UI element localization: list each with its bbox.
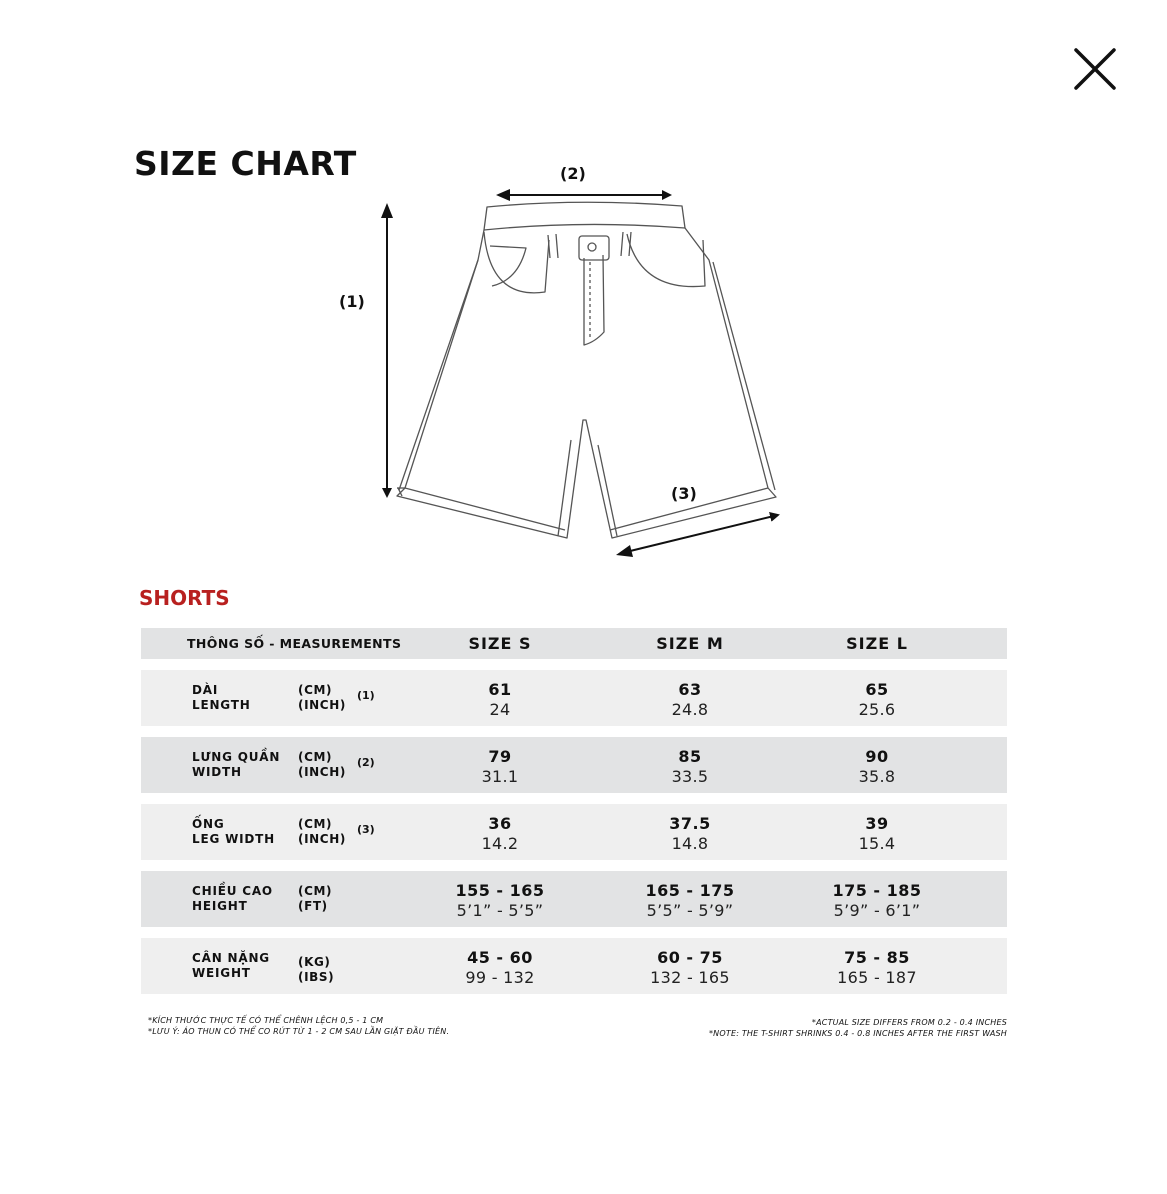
row-label-en: WEIGHT (192, 966, 251, 980)
cell-value: 35.8 (858, 767, 896, 786)
note-vietnamese (148, 1015, 449, 1037)
table-row (141, 670, 1007, 726)
cell-value: 63 (678, 680, 702, 699)
cell-value: 25.6 (858, 700, 896, 719)
row-label-vi: CHIỀU CAO (192, 884, 273, 898)
cell-value: 24.8 (671, 700, 709, 719)
row-ref: (3) (357, 823, 375, 836)
cell-value: 5’1” - 5’5” (456, 901, 544, 920)
cell-value: 5’5” - 5’9” (646, 901, 734, 920)
cell-value: 99 - 132 (465, 968, 535, 987)
table-row (141, 804, 1007, 860)
row-unit: (CM) (298, 750, 333, 764)
table-row (141, 871, 1007, 927)
page-title: SIZE CHART (134, 144, 357, 183)
note-line: *NOTE: THE T-SHIRT SHRINKS 0.4 - 0.8 INCHES AFTER THE FIRST WASH (708, 1029, 1007, 1038)
cell-value: 31.1 (481, 767, 519, 786)
row-label-en: HEIGHT (192, 899, 248, 913)
close-icon (1072, 46, 1118, 92)
cell-value: 65 (865, 680, 889, 699)
close-button[interactable] (1072, 46, 1118, 92)
row-label-vi: CÂN NẶNG (192, 951, 270, 965)
row-unit: (CM) (298, 817, 333, 831)
cell-value: 165 - 175 (645, 881, 735, 900)
cell-value: 37.5 (669, 814, 711, 833)
section-title: SHORTS (139, 586, 230, 610)
row-unit: (FT) (298, 899, 328, 913)
table-row (141, 938, 1007, 994)
row-unit: (INCH) (298, 765, 346, 779)
cell-value: 14.8 (671, 834, 709, 853)
row-label-vi: DÀI (192, 683, 219, 697)
header-size-m: SIZE M (656, 634, 724, 653)
note-line: *ACTUAL SIZE DIFFERS FROM 0.2 - 0.4 INCHES (811, 1018, 1007, 1027)
cell-value: 85 (678, 747, 702, 766)
cell-value: 61 (488, 680, 512, 699)
table-row (141, 737, 1007, 793)
diagram-label-length: (1) (339, 292, 365, 311)
cell-value: 155 - 165 (455, 881, 545, 900)
row-ref: (1) (357, 689, 375, 702)
cell-value: 36 (488, 814, 512, 833)
diagram-label-width: (2) (560, 164, 586, 183)
row-unit: (INCH) (298, 832, 346, 846)
cell-value: 175 - 185 (832, 881, 922, 900)
row-unit: (INCH) (298, 698, 346, 712)
cell-value: 33.5 (671, 767, 709, 786)
row-unit: (KG) (298, 955, 331, 969)
row-label-en: WIDTH (192, 765, 242, 779)
row-ref: (2) (357, 756, 375, 769)
size-table (141, 628, 1007, 994)
note-line: *KÍCH THƯỚC THỰC TẾ CÓ THỂ CHÊNH LỆCH 0,5 - 1 CM (148, 1016, 384, 1025)
cell-value: 14.2 (481, 834, 519, 853)
cell-value: 60 - 75 (657, 948, 723, 967)
row-label-en: LEG WIDTH (192, 832, 275, 846)
cell-value: 5’9” - 6’1” (833, 901, 921, 920)
header-size-l: SIZE L (846, 634, 908, 653)
note-english (709, 1017, 1007, 1039)
cell-value: 132 - 165 (650, 968, 730, 987)
cell-value: 79 (488, 747, 512, 766)
row-label-en: LENGTH (192, 698, 251, 712)
cell-value: 75 - 85 (844, 948, 910, 967)
note-line: *LƯU Ý: ÁO THUN CÓ THỂ CO RÚT TỪ 1 - 2 CM SAU LẦN GIẶT ĐẦU TIÊN. (148, 1027, 450, 1036)
diagram-label-leg-width: (3) (671, 484, 697, 503)
cell-value: 165 - 187 (837, 968, 917, 987)
cell-value: 39 (865, 814, 889, 833)
cell-value: 90 (865, 747, 889, 766)
row-label-vi: ỐNG (192, 817, 225, 831)
cell-value: 15.4 (858, 834, 896, 853)
row-label-vi: LƯNG QUẦN (192, 750, 281, 764)
cell-value: 45 - 60 (467, 948, 533, 967)
cell-value: 24 (489, 700, 511, 719)
row-unit: (CM) (298, 683, 333, 697)
row-unit: (CM) (298, 884, 333, 898)
shorts-illustration (330, 150, 810, 570)
header-measurements: THÔNG SỐ - MEASUREMENTS (187, 636, 402, 651)
table-header (141, 628, 1007, 659)
header-size-s: SIZE S (468, 634, 532, 653)
row-unit: (IBS) (298, 970, 335, 984)
shorts-diagram (330, 150, 810, 570)
